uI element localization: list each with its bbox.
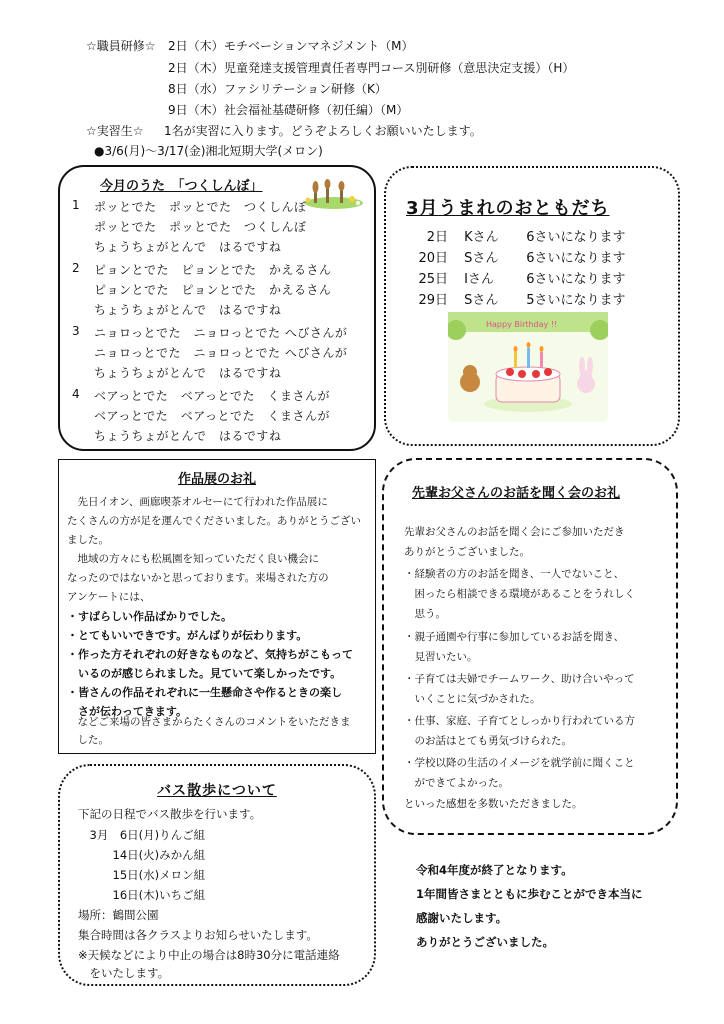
intern-period: ●3/6(月)～3/17(金)湘北短期大学(メロン) [94, 144, 323, 158]
song-line: ピョンとでた ピョンとでた かえるさん [94, 263, 332, 277]
talk-text-line: いくことに気づかされた。 [404, 693, 541, 705]
exhibition-text-line: 先日イオン、画廊喫茶オルセーにて行われた作品展に [67, 496, 328, 508]
bus-walk-box [58, 764, 376, 986]
bus-schedule-line: 15日(水)メロン組 [78, 868, 206, 882]
verse-number: 2 [72, 261, 80, 275]
birthday-day: 2日 [426, 230, 448, 245]
song-line: ポッとでた ポッとでた つくしんぼ [94, 200, 307, 214]
training-date: 2日（木） [168, 61, 224, 75]
birthday-day: 20日 [418, 251, 448, 266]
march-birthdays-box [384, 166, 680, 446]
bus-text-line: 場所：鶴間公園 [78, 908, 159, 922]
talk-text-line: のお話はとても勇気づけられた。 [404, 735, 572, 747]
talk-text-line: ・仕事、家庭、子育てとしっかり行われている方 [404, 715, 635, 727]
song-line: ポッとでた ポッとでた つくしんぼ [94, 220, 307, 234]
birthday-title: 3月うまれのおともだち [406, 198, 610, 219]
closing-line: ありがとうございました。 [416, 935, 554, 949]
verse-number: 1 [72, 198, 80, 212]
song-line: ちょうちょがとんで はるですね [94, 366, 282, 380]
song-line: ベアっとでた ベアっとでた くまさんが [94, 389, 331, 403]
birthday-name: Iさん [464, 272, 494, 287]
talk-text-line: といった感想を多数いただきました。 [404, 798, 583, 810]
birthday-name: Kさん [464, 230, 499, 245]
song-line: ニョロっとでた ニョロっとでた へびさんが [94, 346, 348, 360]
intern-text: 1名が実習に入ります。どうぞよろしくお願いいたします。 [164, 124, 482, 138]
birthday-day: 29日 [418, 293, 448, 308]
training-date: 9日（木） [168, 103, 224, 117]
birthday-name: Sさん [464, 293, 499, 308]
birthday-cake-illustration [448, 312, 608, 422]
training-text: 社会福祉基礎研修（初任編）（M） [224, 103, 409, 117]
training-text: モチベーションマネジメント（M） [224, 39, 414, 53]
bus-text-line: 下記の日程でバス散歩を行います。 [78, 807, 262, 821]
talk-text-line: 思う。 [404, 608, 446, 620]
talk-text-line: ・経験者の方のお話を聞き、一人でないこと、 [404, 568, 625, 580]
father-talk-thanks-box [382, 458, 678, 835]
exhibition-text-line: した。 [67, 734, 109, 746]
exhibition-text-line: アンケートには、 [67, 591, 151, 603]
birthday-row [404, 268, 626, 287]
training-label: ☆職員研修☆ [86, 39, 156, 53]
talk-title: 先輩お父さんのお話を聞く会のお礼 [412, 486, 621, 501]
song-of-the-month-box [58, 165, 376, 451]
song-line: ピョンとでた ピョンとでた かえるさん [94, 283, 332, 297]
song-line: ニョロっとでた ニョロっとでた へびさんが [94, 326, 348, 340]
survey-comment: ・とてもいいできです。がんばりが伝わります。 [67, 629, 308, 642]
talk-text-line: 見習いたい。 [404, 651, 478, 663]
training-date: 2日（木） [168, 39, 224, 53]
survey-comment: ・皆さんの作品それぞれに一生懸命さや作るときの楽し [67, 686, 342, 699]
song-line: ちょうちょがとんで はるですね [94, 240, 282, 254]
exhibition-text-line: 地域の方々にも松風園を知っていただく良い機会に [67, 553, 319, 565]
talk-text-line: ありがとうございました。 [404, 546, 530, 558]
song-line: ちょうちょがとんで はるですね [94, 303, 282, 317]
exhibition-thanks-box [58, 459, 376, 754]
talk-text-line: ・学校以降の生活のイメージを就学前に聞くこと [404, 757, 635, 769]
bus-text-line: をいたします。 [78, 966, 170, 980]
exhibition-text-line: なったのではないかと思っております。来場された方の [67, 572, 329, 584]
talk-text-line: 先輩お父さんのお話を聞く会にご参加いただき [404, 526, 625, 538]
verse-number: 3 [72, 324, 80, 338]
tsukushi-illustration [304, 179, 364, 209]
song-line: ちょうちょがとんで はるですね [94, 429, 282, 443]
survey-comment: ・作った方それぞれの好きなものなど、気持ちがこもって [67, 648, 353, 661]
exhibition-text-line: たくさんの方が足を運んでくださいました。ありがとうござい [67, 515, 361, 527]
training-text: 児童発達支援管理責任者専門コース別研修（意思決定支援）（H） [224, 61, 575, 75]
verse-number: 4 [72, 387, 80, 401]
song-line: ベアっとでた ベアっとでた くまさんが [94, 409, 331, 423]
closing-line: 感謝いたします。 [416, 911, 508, 925]
bus-schedule-line: 3月 6日(月)りんご組 [78, 828, 206, 842]
intern-label: ☆実習生☆ [86, 124, 144, 138]
talk-text-line: ができてよかった。 [404, 777, 509, 789]
birthday-age: 6さいになります [526, 272, 626, 287]
song-title: 今月のうた 「つくしんぼ」 [100, 179, 263, 194]
bus-schedule-line: 16日(木)いちご組 [78, 888, 206, 902]
closing-line: 1年間皆さまとともに歩むことができ本当に [416, 887, 643, 901]
birthday-row [404, 226, 626, 245]
survey-comment: さが伝わってきます。 [67, 705, 188, 718]
survey-comment: いるのが感じられました。見ていて楽しかったです。 [67, 667, 342, 680]
birthday-row [404, 289, 626, 308]
bus-schedule-line: 14日(火)みかん組 [78, 848, 206, 862]
bus-text-line: ※天候などにより中止の場合は8時30分に電話連絡 [78, 948, 340, 962]
survey-comment: ・すばらしい作品ばかりでした。 [67, 610, 232, 623]
bus-text-line: 集合時間は各クラスよりお知らせいたします。 [78, 928, 318, 942]
exhibition-text-line: ました。 [67, 534, 109, 546]
training-date: 8日（水） [168, 82, 224, 96]
bus-walk-title: バス散歩について [157, 783, 277, 799]
closing-line: 令和4年度が終了となります。 [416, 863, 573, 877]
happy-birthday-banner: Happy Birthday !! [486, 320, 558, 329]
birthday-age: 5さいになります [526, 293, 626, 308]
birthday-age: 6さいになります [526, 230, 626, 245]
training-text: ファシリテーション研修（K） [224, 82, 387, 96]
birthday-name: Sさん [464, 251, 499, 266]
header-section [0, 0, 724, 160]
talk-text-line: ・親子通園や行事に参加しているお話を聞き、 [404, 631, 625, 643]
talk-text-line: ・子育ては夫婦でチームワーク、助け合いやって [404, 673, 635, 685]
birthday-age: 6さいになります [526, 251, 626, 266]
birthday-row [404, 247, 626, 266]
exhibition-title: 作品展のお礼 [177, 472, 256, 487]
exhibition-text-line: などご来場の皆さまからたくさんのコメントをいただきま [67, 716, 351, 728]
talk-text-line: 困ったら相談できる環境があることをうれしく [404, 588, 635, 600]
birthday-day: 25日 [418, 272, 448, 287]
